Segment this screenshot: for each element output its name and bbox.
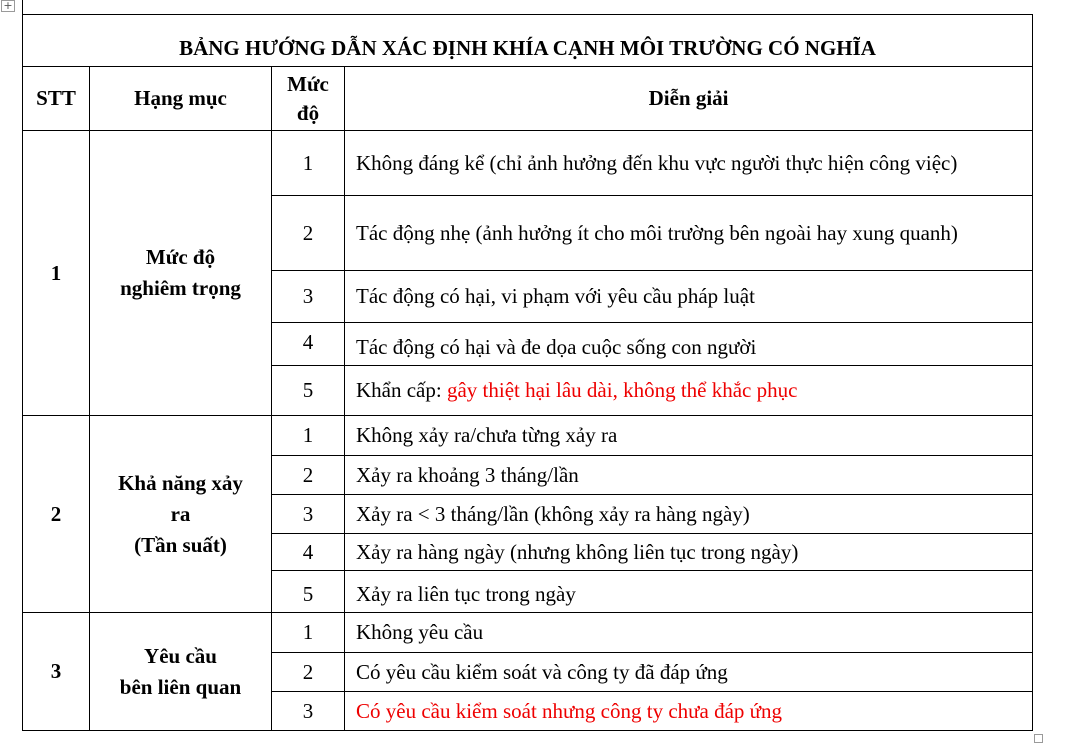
description-cell: Xảy ra < 3 tháng/lần (không xảy ra hàng ngày) — [345, 495, 1033, 534]
level-cell: 4 — [272, 323, 345, 366]
description-cell: Xảy ra hàng ngày (nhưng không liên tục trong ngày) — [345, 534, 1033, 571]
level-cell: 1 — [272, 131, 345, 196]
table-row — [23, 416, 1033, 456]
header-category: Hạng mục — [90, 67, 272, 131]
description-prefix: Khẩn cấp: — [356, 378, 447, 402]
table-row — [23, 613, 1033, 653]
group-1-stt: 1 — [23, 131, 90, 416]
header-description: Diễn giải — [345, 67, 1033, 131]
group-1-category-line2: nghiêm trọng — [120, 276, 241, 300]
level-cell: 3 — [272, 495, 345, 534]
table-move-handle-icon[interactable]: + — [1, 0, 15, 12]
table-resize-handle-icon[interactable] — [1034, 734, 1043, 743]
level-cell: 1 — [272, 613, 345, 653]
level-cell: 5 — [272, 366, 345, 416]
level-cell: 2 — [272, 456, 345, 495]
header-row — [23, 67, 1033, 131]
level-cell: 1 — [272, 416, 345, 456]
table-row — [23, 131, 1033, 196]
group-3-category-line2: bên liên quan — [119, 674, 242, 699]
environment-aspect-table — [22, 14, 1033, 731]
group-2-category-line3: (Tần suất) — [134, 532, 227, 557]
group-3-category — [90, 613, 272, 731]
description-cell: Có yêu cầu kiểm soát nhưng công ty chưa đáp ứng — [345, 692, 1033, 731]
description-highlight: gây thiệt hại lâu dài, không thể khắc phục — [446, 378, 798, 402]
header-level-line2: độ — [296, 100, 320, 125]
group-2-category-line1: Khả năng xảy — [118, 470, 243, 495]
level-cell: 2 — [272, 196, 345, 271]
group-2-category — [90, 416, 272, 613]
description-cell: Có yêu cầu kiểm soát và công ty đã đáp ứng — [345, 653, 1033, 692]
table-guide-line — [22, 0, 23, 14]
description-cell — [345, 366, 1033, 416]
description-cell: Xảy ra liên tục trong ngày — [345, 571, 1033, 613]
group-2-stt: 2 — [23, 416, 90, 613]
description-cell: Tác động có hại, vi phạm với yêu cầu pháp luật — [345, 271, 1033, 323]
group-3-stt: 3 — [23, 613, 90, 731]
description-cell: Không đáng kể (chỉ ảnh hưởng đến khu vực người thực hiện công việc) — [345, 131, 1033, 196]
level-cell: 5 — [272, 571, 345, 613]
level-cell: 2 — [272, 653, 345, 692]
level-cell: 4 — [272, 534, 345, 571]
group-1-category — [90, 131, 272, 416]
header-level — [272, 67, 345, 131]
description-cell: Tác động có hại và đe dọa cuộc sống con người — [345, 323, 1033, 366]
level-cell: 3 — [272, 692, 345, 731]
header-level-line1: Mức — [287, 71, 329, 96]
description-cell: Tác động nhẹ (ảnh hưởng ít cho môi trường bên ngoài hay xung quanh) — [345, 196, 1033, 271]
description-cell: Không xảy ra/chưa từng xảy ra — [345, 416, 1033, 456]
group-2-category-line2: ra — [170, 501, 191, 526]
level-cell: 3 — [272, 271, 345, 323]
description-cell: Không yêu cầu — [345, 613, 1033, 653]
header-stt: STT — [23, 67, 90, 131]
description-cell: Xảy ra khoảng 3 tháng/lần — [345, 456, 1033, 495]
table-title: BẢNG HƯỚNG DẪN XÁC ĐỊNH KHÍA CẠNH MÔI TRƯỜNG CÓ NGHĨA — [23, 15, 1033, 67]
group-3-category-line1: Yêu cầu — [144, 643, 217, 668]
group-1-category-line1: Mức độ — [145, 245, 216, 269]
